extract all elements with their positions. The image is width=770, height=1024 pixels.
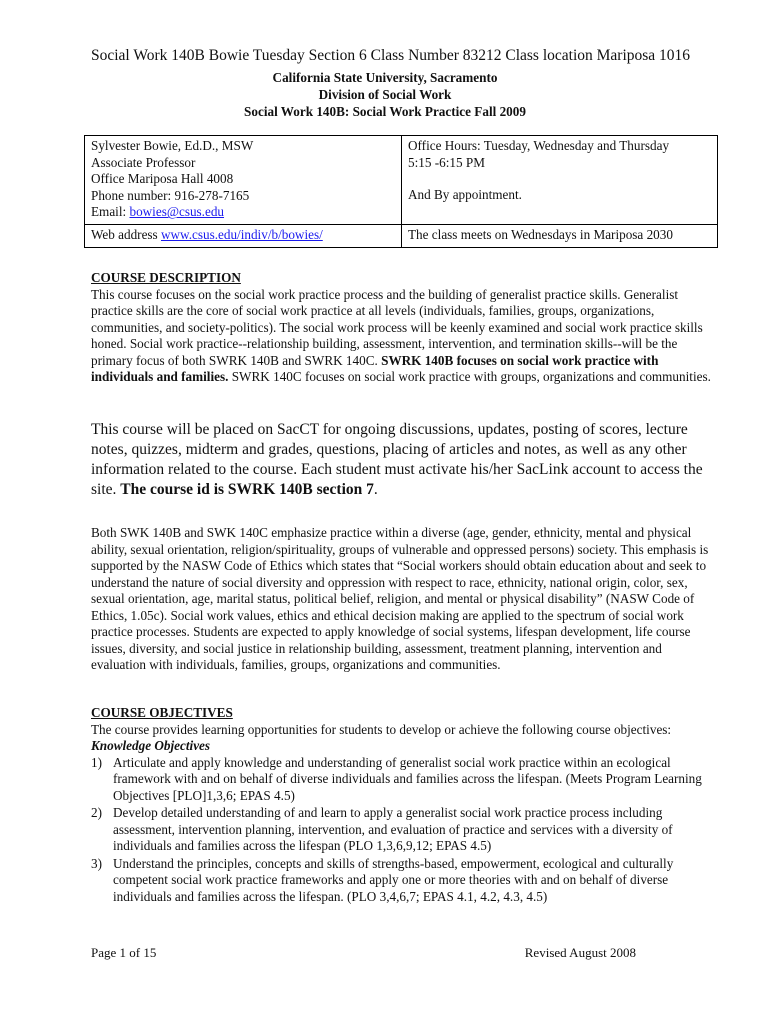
sacct-text: This course will be placed on SacCT for ongoing discussions, updates, posting of scores, lecture notes, quizzes, midterm and grades, questions, placing of articles and notes, as well as any other information related to the course. Each student must activate his/her SacLink account to access the site. <box>91 421 703 498</box>
sacct-paragraph <box>91 420 713 500</box>
diversity-paragraph: Both SWK 140B and SWK 140C emphasize practice within a diverse (age, gender, ethnicity, mental and physical ability, sexual orientation, religion/spirituality, groups of vulnerable and oppressed persons) society. This emphasis is supported by the NASW Code of Ethics which states that “Social workers should obtain education about and seek to understand the nature of social diversity and oppression with respect to race, ethnicity, national origin, color, sex, sexual orientation, age, marital status, political belief, religion, and mental or physical disability” (NASW Code of Ethics, 1.05c). Social work values, ethics and ethical decision making are applied to the spectrum of social work practice processes. Students are expected to apply knowledge of social systems, lifespan development, life course issues, diversity, and social justice in relationship building, assessment, treatment planning, intervention and evaluation with individuals, families, groups, organizations and communities. <box>91 525 709 672</box>
course-objectives-heading: COURSE OBJECTIVES <box>91 705 233 720</box>
instructor-name: Sylvester Bowie, Ed.D., MSW <box>91 138 254 153</box>
revision-date: Revised August 2008 <box>524 945 636 960</box>
objective-text: Develop detailed understanding of and learn to apply a generalist social work practice process including assessment, intervention planning, intervention, and evaluation of practice and services with a diversity of individuals and families across the lifespan (PLO 1,3,6,9,12; EPAS 4.5) <box>113 805 673 853</box>
course-header-line: Social Work 140B Bowie Tuesday Section 6 Class Number 83212 Class location Mariposa 1016 <box>91 47 691 64</box>
description-emphasis: SWRK 140B focuses on social work practice with individuals and families. <box>91 352 659 384</box>
division-name: Division of Social Work <box>318 87 452 102</box>
objective-number: 1) <box>91 754 102 770</box>
objective-item <box>91 856 713 906</box>
instructor-cell <box>85 136 402 225</box>
instructor-title: Associate Professor <box>91 154 196 170</box>
instructor-info-table <box>84 135 718 248</box>
appointment-note: And By appointment. <box>408 187 522 203</box>
email-line <box>91 204 395 221</box>
web-label: Web address <box>91 227 161 242</box>
office-hours-cell <box>402 136 718 225</box>
course-description-heading: COURSE DESCRIPTION <box>91 270 241 285</box>
objective-text: Articulate and apply knowledge and understanding of generalist social work practice within an ecological framework with and on behalf of diverse individuals and families across the lifespan. (Meets Program Learning Objectives [PLO]1,3,6; EPAS 4.5) <box>113 754 702 803</box>
web-link[interactable]: www.csus.edu/indiv/b/bowies/ <box>160 227 323 242</box>
description-text-end: SWRK 140C focuses on social work practice with groups, organizations and communities. <box>228 369 711 384</box>
course-title: Social Work 140B: Social Work Practice Fall 2009 <box>244 104 526 119</box>
web-address-cell <box>85 225 402 248</box>
email-label: Email: <box>91 204 130 220</box>
office-hours: Office Hours: Tuesday, Wednesday and Thursday <box>408 138 670 153</box>
class-meets-cell: The class meets on Wednesdays in Mariposa 2030 <box>402 225 718 248</box>
university-name: California State University, Sacramento <box>272 70 498 85</box>
objective-text: Understand the principles, concepts and skills of strengths-based, empowerment, ecological and culturally competent social work practice frameworks and apply one or more theories with and on behalf of diverse individuals and families across the lifespan. (PLO 3,4,6,7; EPAS 4.1, 4.2, 4.3, 4.5) <box>113 855 674 904</box>
objectives-intro: The course provides learning opportunities for students to develop or achieve the following course objectives: <box>91 721 672 737</box>
office-hours-time: 5:15 -6:15 PM <box>408 154 485 170</box>
course-description-section <box>91 270 713 386</box>
objective-number: 2) <box>91 805 102 820</box>
course-id-text: The course id is SWRK 140B section 7 <box>120 481 374 498</box>
email-link[interactable]: bowies@csus.edu <box>129 204 225 220</box>
page-number: Page 1 of 15 <box>91 945 157 960</box>
objective-number: 3) <box>91 855 102 871</box>
office-location: Office Mariposa Hall 4008 <box>91 171 234 187</box>
objective-item <box>91 755 713 805</box>
sacct-text-end: . <box>373 481 378 498</box>
course-description-paragraph <box>91 287 713 386</box>
phone-number: Phone number: 916-278-7165 <box>91 187 250 203</box>
objectives-list <box>91 755 713 906</box>
course-objectives-section <box>91 705 713 906</box>
knowledge-objectives-subheading: Knowledge Objectives <box>91 738 211 753</box>
objective-item <box>91 805 713 855</box>
description-text: This course focuses on the social work practice process and the building of generalist practice skills. Generalist practice skills are the core of social work practice at all levels (individuals, families, groups, organizations, communities, and society-politics). The social work process will be keenly examined and social work practice skills honed. Social work practice--relationship building, assessment, intervention, and termination skills--will be the primary focus of both SWRK 140B and SWRK 140C. <box>91 286 703 368</box>
